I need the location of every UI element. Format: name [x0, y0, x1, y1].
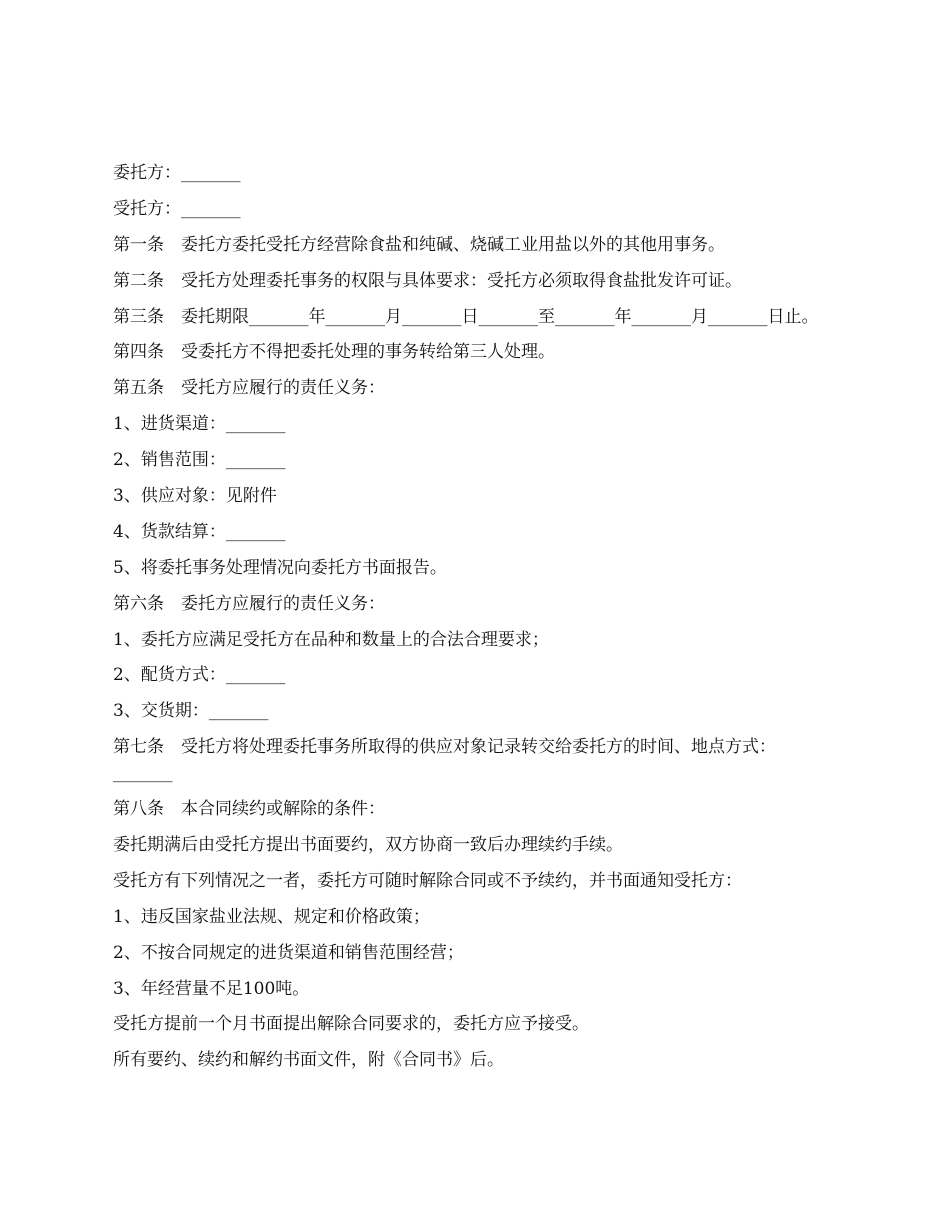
article-6: 第六条 委托方应履行的责任义务： [113, 593, 385, 614]
article-8-termination: 受托方有下列情况之一者，委托方可随时解除合同或不予续约，并书面通知受托方： [113, 870, 742, 891]
article-3: 第三条 委托期限_______年_______月_______日_______至_______年_______月_______日止。 [113, 306, 819, 327]
article-8: 第八条 本合同续约或解除的条件： [113, 799, 385, 820]
article-4: 第四条 受委托方不得把委托处理的事务转给第三人处理。 [113, 342, 555, 363]
article-2: 第二条 受托方处理委托事务的权限与具体要求：受托方必须取得食盐批发许可证。 [113, 270, 742, 291]
article-6-item-2: 2、配货方式：_______ [113, 665, 286, 686]
trustee-line: 受托方：_______ [113, 198, 241, 219]
article-8-item-3: 3、年经营量不足100吨。 [113, 978, 310, 999]
contract-body [113, 160, 835, 1083]
article-8-item-1: 1、违反国家盐业法规、规定和价格政策； [113, 906, 430, 927]
article-5-item-1: 1、进货渠道：_______ [113, 414, 286, 435]
article-8-renewal: 委托期满后由受托方提出书面要约，双方协商一致后办理续约手续。 [113, 835, 623, 856]
article-8-early-termination: 受托方提前一个月书面提出解除合同要求的，委托方应予接受。 [113, 1014, 589, 1035]
article-7: 第七条 受托方将处理委托事务所取得的供应对象记录转交给委托方的时间、地点方式：_______ [113, 737, 776, 784]
article-6-item-3: 3、交货期：_______ [113, 701, 269, 722]
article-5-item-2: 2、销售范围：_______ [113, 450, 286, 471]
article-1: 第一条 委托方委托受托方经营除食盐和纯碱、烧碱工业用盐以外的其他用事务。 [113, 234, 725, 255]
article-5-item-5: 5、将委托事务处理情况向委托方书面报告。 [113, 557, 447, 578]
article-5: 第五条 受托方应履行的责任义务： [113, 378, 385, 399]
article-5-item-4: 4、货款结算：_______ [113, 521, 286, 542]
article-8-documents: 所有要约、续约和解约书面文件，附《合同书》后。 [113, 1050, 504, 1071]
article-5-item-3: 3、供应对象：见附件 [113, 486, 277, 507]
article-6-item-1: 1、委托方应满足受托方在品种和数量上的合法合理要求； [113, 629, 549, 650]
article-8-item-2: 2、不按合同规定的进货渠道和销售范围经营； [113, 942, 464, 963]
entrustor-line: 委托方：_______ [113, 163, 241, 183]
